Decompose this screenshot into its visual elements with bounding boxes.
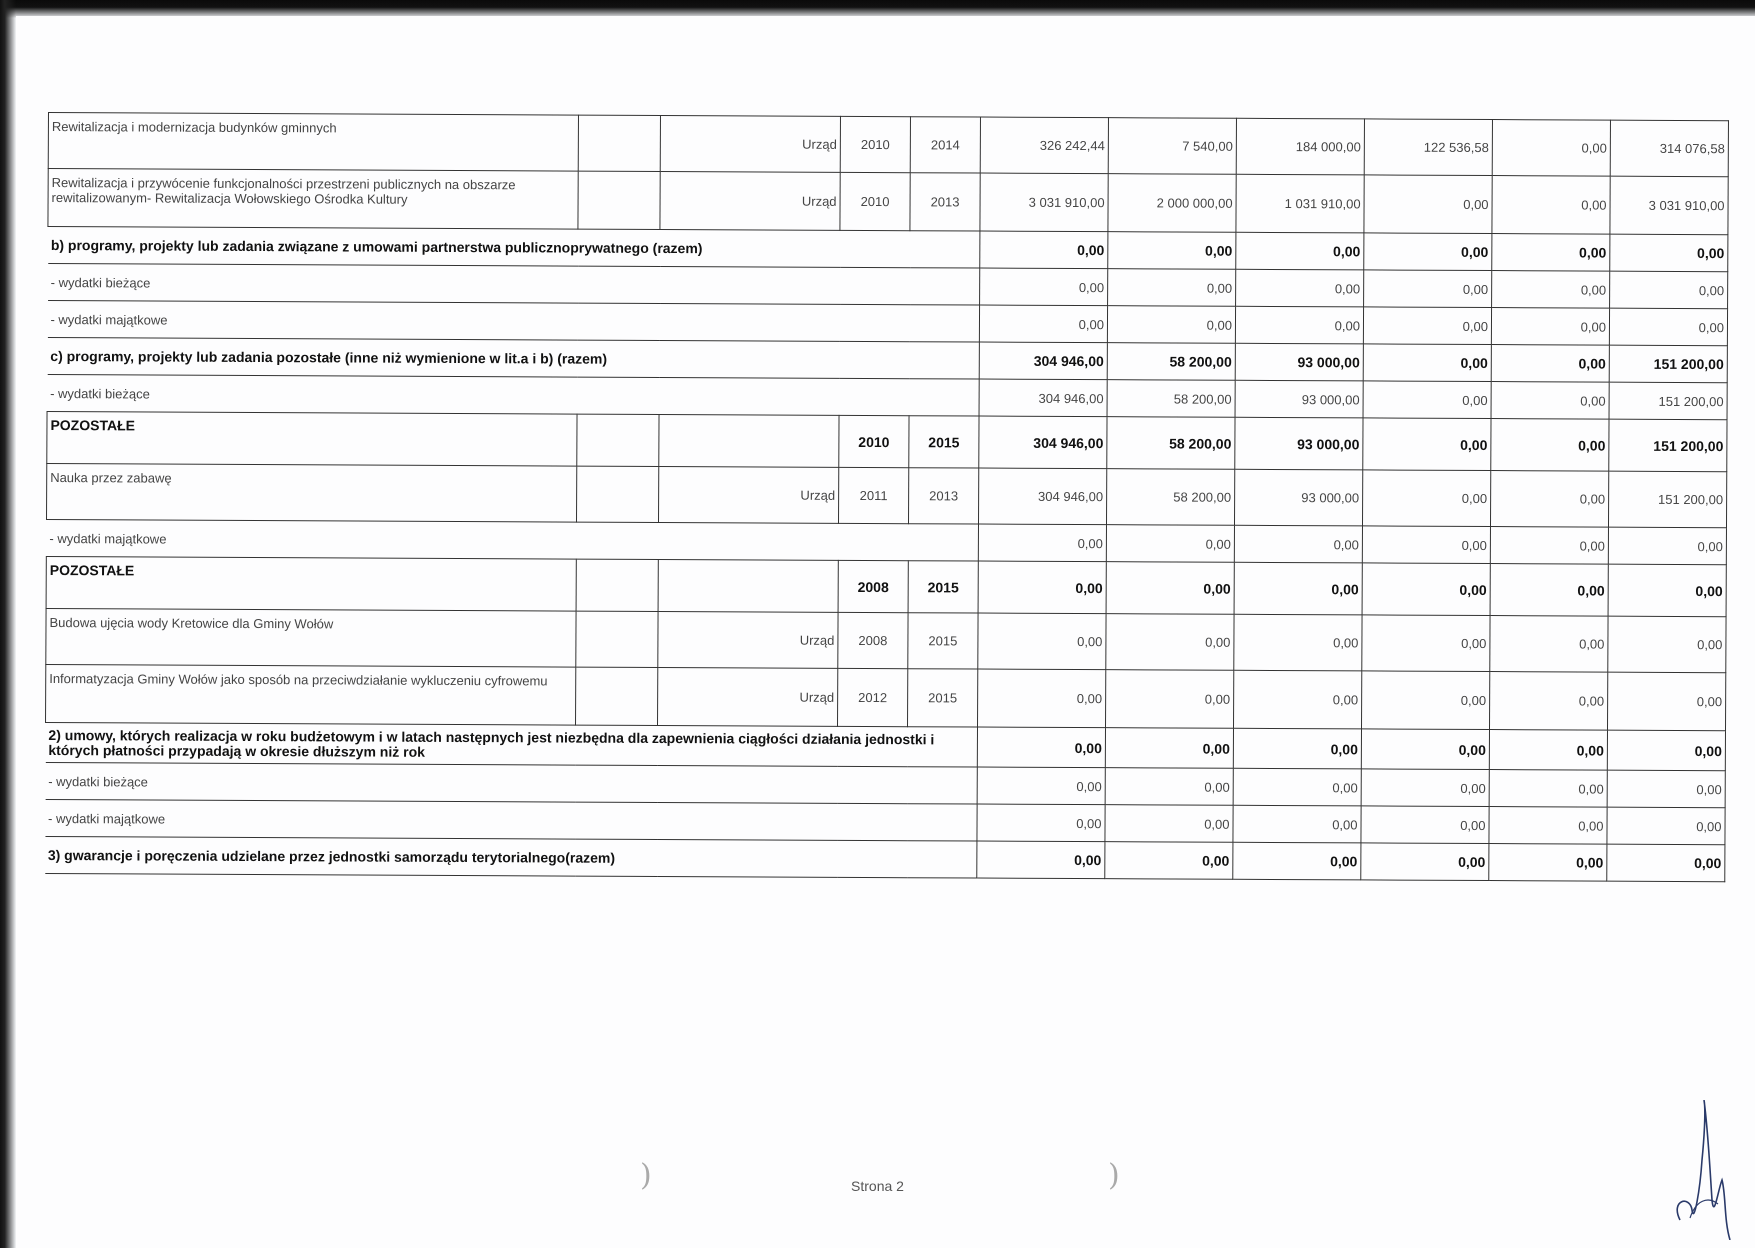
value-cell: 0,00: [1491, 345, 1609, 383]
unit-cell: Urząd: [660, 115, 840, 172]
value-cell: 0,00: [1234, 525, 1362, 563]
value-cell: 1 031 910,00: [1236, 174, 1364, 233]
value-cell: 0,00: [1608, 527, 1726, 565]
value-cell: 0,00: [1491, 308, 1609, 346]
value-cell: 0,00: [1364, 175, 1492, 234]
table-row: [47, 463, 1727, 527]
year-from: 2008: [838, 560, 908, 612]
value-cell: 0,00: [978, 613, 1106, 670]
value-cell: 304 946,00: [979, 342, 1107, 380]
value-cell: 184 000,00: [1236, 118, 1364, 175]
value-cell: 0,00: [1235, 306, 1363, 344]
value-cell: 0,00: [1106, 614, 1234, 671]
value-cell: 0,00: [978, 524, 1106, 562]
value-cell: 0,00: [1489, 730, 1607, 771]
value-cell: 0,00: [979, 305, 1107, 343]
value-cell: 0,00: [1361, 729, 1489, 770]
financial-table: [44, 112, 1728, 882]
year-from: 2010: [840, 172, 910, 230]
value-cell: 304 946,00: [979, 379, 1107, 417]
blank-cell: [658, 559, 838, 612]
value-cell: 0,00: [1489, 807, 1607, 845]
value-cell: 2 000 000,00: [1108, 174, 1236, 233]
value-cell: 0,00: [1610, 234, 1728, 272]
value-cell: 93 000,00: [1235, 417, 1363, 470]
year-from: 2010: [840, 116, 910, 172]
value-cell: 0,00: [1607, 672, 1725, 731]
value-cell: 0,00: [977, 727, 1105, 768]
value-cell: 0,00: [977, 804, 1105, 842]
value-cell: 0,00: [1364, 233, 1492, 271]
group-name: POZOSTAŁE: [46, 556, 576, 611]
row-description: c) programy, projekty lub zadania pozostałe (inne niż wymienione w lit.a i b) (razem): [47, 337, 979, 379]
value-cell: 0,00: [1607, 730, 1725, 771]
blank-cell: [576, 611, 658, 667]
year-from: 2011: [838, 467, 908, 523]
table-row: [46, 556, 1726, 616]
table-row: [48, 113, 1728, 177]
value-cell: 0,00: [1105, 842, 1233, 880]
value-cell: 0,00: [1363, 418, 1491, 471]
row-description: 3) gwarancje i poręczenia udzielane przez jednostki samorządu terytorialnego(razem): [45, 836, 977, 878]
value-cell: 0,00: [1234, 562, 1362, 615]
year-to: 2015: [908, 669, 978, 727]
value-cell: 0,00: [1236, 269, 1364, 307]
value-cell: 0,00: [1363, 307, 1491, 345]
row-description: - wydatki majątkowe: [47, 301, 979, 343]
task-name: Informatyzacja Gminy Wołów jako sposób na przeciwdziałanie wykluczeniu cyfrowemu: [46, 664, 576, 725]
blank-cell: [576, 559, 658, 611]
value-cell: 0,00: [1489, 844, 1607, 882]
value-cell: 0,00: [1364, 270, 1492, 308]
value-cell: 0,00: [1492, 176, 1610, 235]
year-to: 2013: [910, 173, 980, 231]
year-to: 2015: [908, 561, 978, 613]
value-cell: 0,00: [1362, 470, 1490, 527]
year-to: 2015: [908, 613, 978, 669]
value-cell: 0,00: [1609, 308, 1727, 346]
unit-cell: Urząd: [658, 667, 838, 726]
signature-mark: [1660, 1100, 1740, 1240]
value-cell: 0,00: [1607, 807, 1725, 845]
value-cell: 58 200,00: [1107, 417, 1235, 470]
value-cell: 3 031 910,00: [1610, 176, 1728, 235]
value-cell: 0,00: [1234, 670, 1362, 729]
value-cell: 0,00: [1490, 564, 1608, 617]
value-cell: 58 200,00: [1107, 343, 1235, 381]
value-cell: 58 200,00: [1106, 469, 1234, 526]
year-to: 2014: [910, 117, 980, 173]
value-cell: 0,00: [1491, 419, 1609, 472]
row-description: - wydatki majątkowe: [45, 799, 977, 841]
year-to: 2015: [909, 416, 979, 468]
value-cell: 93 000,00: [1235, 380, 1363, 418]
value-cell: 0,00: [1105, 768, 1233, 806]
value-cell: 0,00: [978, 669, 1106, 728]
value-cell: 58 200,00: [1107, 380, 1235, 418]
row-description: - wydatki majątkowe: [46, 519, 978, 561]
row-description: 2) umowy, których realizacja w roku budżetowym i w latach następnych jest niezbędna dla zapewnienia ciągłości działania jednostki i których płatności przypadają w okresie dłuższym niż rok: [45, 722, 977, 767]
value-cell: 0,00: [980, 268, 1108, 306]
value-cell: 0,00: [1233, 768, 1361, 806]
unit-cell: Urząd: [660, 171, 840, 230]
table-row: [47, 411, 1727, 471]
value-cell: 0,00: [977, 767, 1105, 805]
value-cell: 0,00: [1362, 671, 1490, 730]
task-name: Rewitalizacja i modernizacja budynków gminnych: [48, 113, 578, 172]
value-cell: 0,00: [1362, 526, 1490, 564]
value-cell: 0,00: [1233, 842, 1361, 880]
year-to: 2013: [908, 468, 978, 524]
value-cell: 0,00: [1233, 805, 1361, 843]
value-cell: 0,00: [1105, 805, 1233, 843]
value-cell: 0,00: [1608, 616, 1726, 673]
row-description: - wydatki bieżące: [47, 374, 979, 416]
page-number: Strona 2: [851, 1178, 904, 1194]
value-cell: 3 031 910,00: [980, 173, 1108, 232]
blank-cell: [576, 667, 658, 725]
value-cell: 0,00: [1362, 615, 1490, 672]
scan-left-edge: [0, 0, 16, 1248]
value-cell: 93 000,00: [1234, 469, 1362, 526]
task-name: Rewitalizacja i przywócenie funkcjonalności przestrzeni publicznych na obszarze rewitalizowanym- Rewitalizacja Wołowskiego Ośrodka Kultury: [48, 169, 578, 230]
value-cell: 151 200,00: [1609, 382, 1727, 420]
value-cell: 0,00: [1361, 806, 1489, 844]
value-cell: 0,00: [1490, 471, 1608, 528]
group-name: POZOSTAŁE: [47, 411, 577, 466]
value-cell: 7 540,00: [1108, 118, 1236, 175]
blank-cell: [577, 414, 659, 466]
value-cell: 0,00: [1361, 769, 1489, 807]
value-cell: 0,00: [1108, 269, 1236, 307]
row-description: b) programy, projekty lub zadania związane z umowami partnerstwa publicznoprywatnego (razem): [48, 227, 980, 269]
value-cell: 0,00: [1234, 614, 1362, 671]
value-cell: 304 946,00: [979, 416, 1107, 469]
value-cell: 326 242,44: [980, 117, 1108, 174]
binding-hole-mark: ): [1108, 1158, 1120, 1193]
value-cell: 0,00: [1490, 527, 1608, 565]
value-cell: 0,00: [1608, 564, 1726, 617]
year-from: 2008: [838, 612, 908, 668]
value-cell: 122 536,58: [1364, 119, 1492, 176]
blank-cell: [578, 115, 660, 171]
value-cell: 0,00: [1236, 232, 1364, 270]
binding-hole-mark: ): [640, 1158, 652, 1193]
value-cell: 0,00: [1361, 843, 1489, 881]
value-cell: 0,00: [1492, 234, 1610, 272]
task-name: Budowa ujęcia wody Kretowice dla Gminy Wołów: [46, 608, 576, 667]
value-cell: 151 200,00: [1609, 345, 1727, 383]
row-description: - wydatki bieżące: [48, 264, 980, 306]
value-cell: 0,00: [1362, 563, 1490, 616]
value-cell: 0,00: [1610, 271, 1728, 309]
value-cell: 0,00: [1106, 670, 1234, 729]
value-cell: 0,00: [977, 841, 1105, 879]
blank-cell: [578, 171, 660, 229]
unit-cell: Urząd: [659, 466, 839, 523]
value-cell: 0,00: [1363, 381, 1491, 419]
value-cell: 0,00: [1233, 728, 1361, 769]
value-cell: 0,00: [1489, 672, 1607, 731]
unit-cell: Urząd: [658, 611, 838, 668]
value-cell: 0,00: [1106, 525, 1234, 563]
table-row: [48, 169, 1728, 235]
value-cell: 151 200,00: [1609, 419, 1727, 472]
value-cell: 304 946,00: [978, 468, 1106, 525]
value-cell: 0,00: [980, 231, 1108, 269]
value-cell: 0,00: [1106, 562, 1234, 615]
row-description: - wydatki bieżące: [45, 762, 977, 804]
table-row: [46, 664, 1726, 730]
value-cell: 0,00: [978, 561, 1106, 614]
value-cell: 0,00: [1108, 232, 1236, 270]
blank-cell: [659, 414, 839, 467]
value-cell: 0,00: [1607, 844, 1725, 882]
table-row: [46, 608, 1726, 672]
value-cell: 0,00: [1607, 770, 1725, 808]
value-cell: 93 000,00: [1235, 343, 1363, 381]
value-cell: 0,00: [1492, 271, 1610, 309]
blank-cell: [577, 466, 659, 522]
task-name: Nauka przez zabawę: [47, 463, 577, 522]
value-cell: 314 076,58: [1610, 120, 1728, 177]
year-from: 2010: [839, 415, 909, 467]
value-cell: 0,00: [1490, 616, 1608, 673]
value-cell: 0,00: [1492, 120, 1610, 177]
value-cell: 0,00: [1491, 382, 1609, 420]
year-from: 2012: [838, 668, 908, 726]
value-cell: 0,00: [1489, 770, 1607, 808]
value-cell: 151 200,00: [1608, 471, 1726, 528]
table-row: [45, 836, 1725, 881]
value-cell: 0,00: [1105, 728, 1233, 769]
value-cell: 0,00: [1107, 306, 1235, 344]
value-cell: 0,00: [1363, 344, 1491, 382]
